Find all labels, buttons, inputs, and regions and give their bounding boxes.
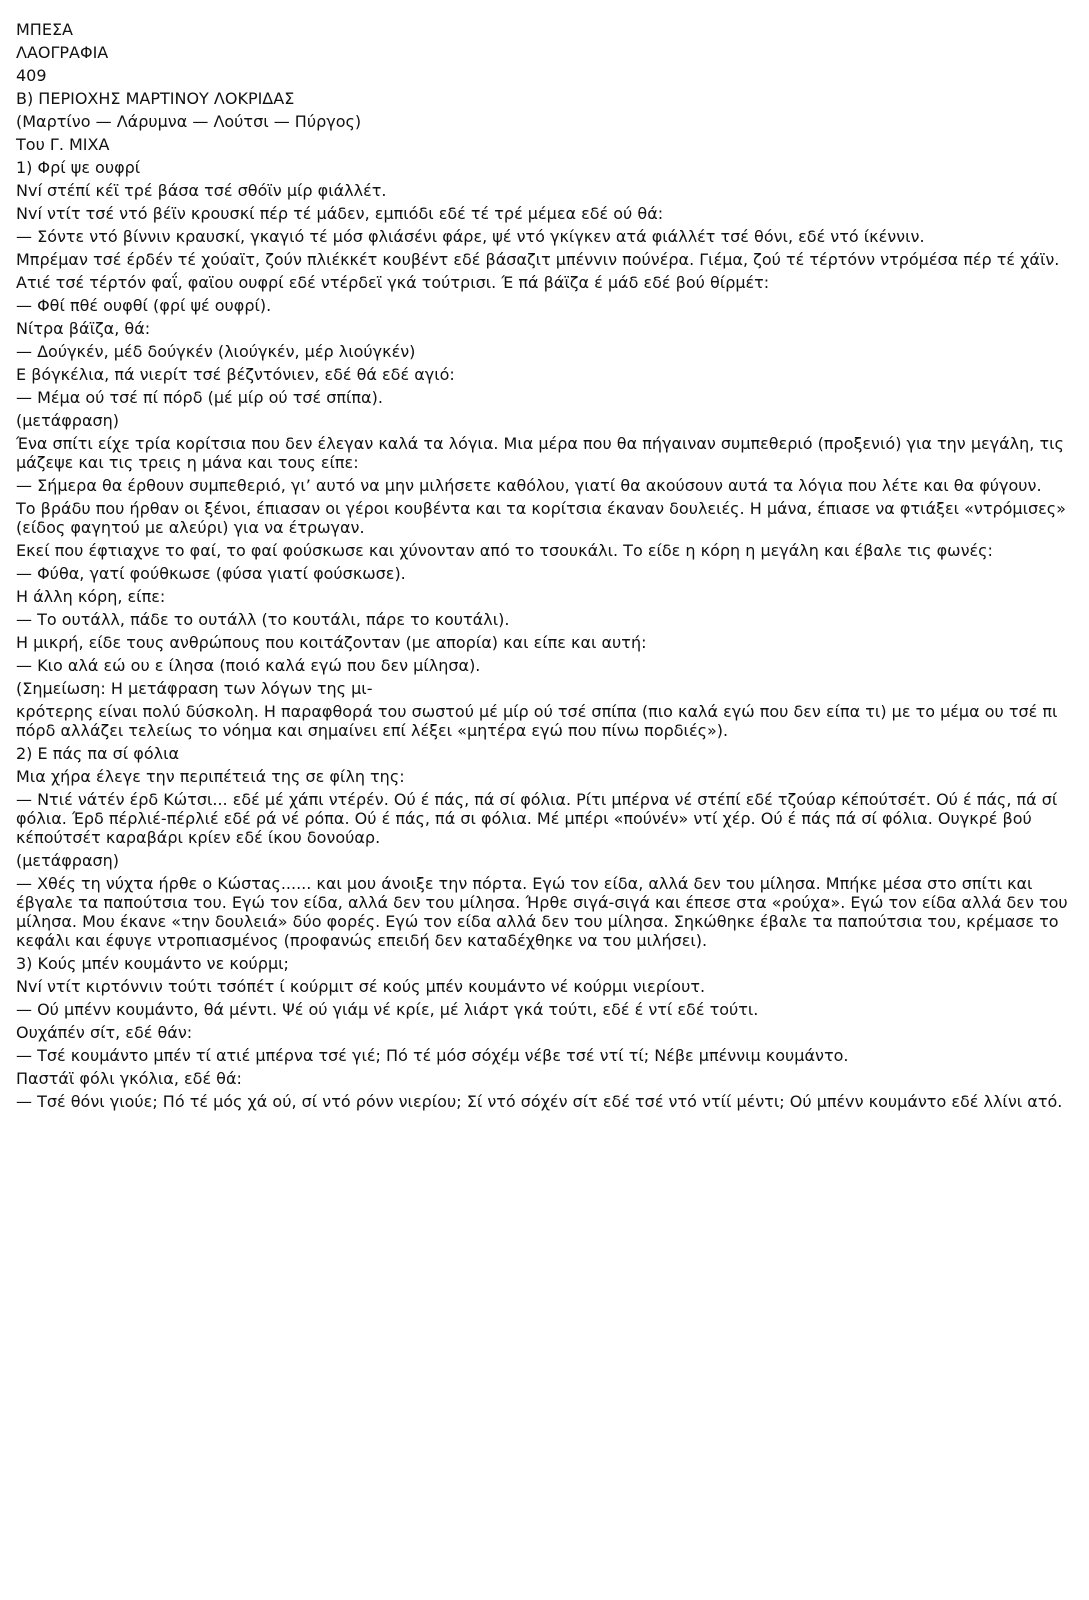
text-item: Β) ΠΕΡΙΟΧΗΣ ΜΑΡΤΙΝΟΥ ΛΟΚΡΙΔΑΣ [16,89,295,108]
text-item: — Μέμα ού τσέ πί πόρδ (μέ μίρ ού τσέ σπίπα). [16,388,383,407]
text-item: — Κιο αλά εώ ου ε ίλησα (ποιό καλά εγώ που δεν μίλησα). [16,656,481,675]
text-item: ΛΑΟΓΡΑΦΙΑ [16,43,109,62]
text-item: Η άλλη κόρη, είπε: [16,587,166,606]
text-item: Ε βόγκέλια, πά νιερίτ τσέ βέζντόνιεν, εδέ θά εδέ αγιό: [16,365,455,384]
text-item: — Δούγκέν, μέδ δούγκέν (λιούγκέν, μέρ λιούγκέν) [16,342,416,361]
text-item: — Σήμερα θα έρθουν συμπεθεριό, γι’ αυτό να μην μιλήσετε καθόλου, γιατί θα ακούσουν αυτά τα λόγια που λέτε και θα φύγουν. [16,476,1042,495]
text-item: Του Γ. ΜΙΧΑ [16,135,110,154]
text-item: 1) Φρί ψε ουφρί [16,158,141,177]
text-item: Ουχάπέν σίτ, εδέ θάν: [16,1023,193,1042]
text-item: — Το ουτάλλ, πάδε το ουτάλλ (το κουτάλι, πάρε το κουτάλι). [16,610,510,629]
text-item: ΜΠΕΣΑ [16,20,73,39]
text-item: 2) Ε πάς πα σί φόλια [16,744,180,763]
text-item: (μετάφραση) [16,851,120,870]
text-item: Ένα σπίτι είχε τρία κορίτσια που δεν έλεγαν καλά τα λόγια. Μια μέρα που θα πήγαιναν συμπεθεριό (προξενιό) για την μεγάλη, τις μάζεψε και τις τρεις η μάνα και τους είπε: [16,434,1069,472]
text-item: Εκεί που έφτιαχνε το φαί, το φαί φούσκωσε και χύνονταν από το τσουκάλι. Το είδε η κόρη η μεγάλη και έβαλε τις φωνές: [16,541,993,560]
text-item: Το βράδυ που ήρθαν οι ξένοι, έπιασαν οι γέροι κουβέντα και τα κορίτσια έκαναν δουλειές. Η μάνα, έπιασε να φτιάξει «ντρόμισες» (είδος φαγητού με αλεύρι) για να έτρωγαν. [16,499,1072,537]
text-item: — Χθές τη νύχτα ήρθε ο Κώστας...... και μου άνοιξε την πόρτα. Εγώ τον είδα, αλλά δεν του μίλησα. Μπήκε μέσα στο σπίτι και έβγαλε τα παπούτσια του. Εγώ τον είδα, αλλά δεν του μίλησα. Ήρθε σιγά-σιγά και έπεσε στα «ρούχα». Εγώ τον είδα αλλά δεν του μίλησα. Μου έκανε «την δουλειά» δύο φορές. Εγώ τον είδα αλλά δεν του μίλησα. Σηκώθηκε έβαλε τα παπούτσια του, κρέμασε το κεφάλι και έφυγε ντροπιασμένος (προφανώς επειδή δεν καταδέχθηκε να του μιλήσει). [16,874,1073,950]
text-item: — Φθί πθέ ουφθί (φρί ψέ ουφρί). [16,296,272,315]
text-item: (Μαρτίνο — Λάρυμνα — Λούτσι — Πύργος) [16,112,362,131]
text-item: Παστάϊ φόλι γκόλια, εδέ θά: [16,1069,242,1088]
text-item: — Φύθα, γατί φούθκωσε (φύσα γιατί φούσκωσε). [16,564,406,583]
text-item: (Σημείωση: Η μετάφραση των λόγων της μι- [16,679,373,698]
text-item: Η μικρή, είδε τους ανθρώπους που κοιτάζονταν (με απορία) και είπε και αυτή: [16,633,647,652]
text-item: — Σόντε ντό βίννιν κραυσκί, γκαγιό τέ μόσ φλιάσένι φάρε, ψέ ντό γκίγκεν ατά φιάλλέτ τσέ θόνι, εδέ ντό ίκέννιν. [16,227,925,246]
text-item: Νví ντίτ τσέ ντό βέϊν κρουσκί πέρ τέ μάδεν, εμπιόδι εδέ τέ τρέ μέμεα εδέ ού θά: [16,204,664,223]
text-item: — Τσέ κουμάντο μπέν τί ατιέ μπέρνα τσέ γιέ; Πό τέ μόσ σόχέμ νέβε τσέ ντί τί; Νέβε μπέννιμ κουμάντο. [16,1046,849,1065]
text-item: 409 [16,66,47,85]
text-item: Ατιέ τσέ τέρτόν φαΐ, φαϊου ουφρί εδέ ντέρδεϊ γκά τούτρισι. Έ πά βάϊζα έ μάδ εδέ βού θίρμέτ: [16,273,770,292]
text-item: — Ντιέ νάτέν έρδ Κώτσι... εδέ μέ χάπι ντέρέν. Ού έ πάς, πά σί φόλια. Ρίτι μπέρνα νέ στέπί εδέ τζούαρ κέπούτσέτ. Ού έ πάς, πά σί φόλια. Έρδ πέρλιέ-πέρλιέ εδέ ρά νέ ρόπα. Ού έ πάς, πά σι φόλια. Μέ μπέρι «πούνέν» ντί χέρ. Ού έ πάς πά σί φόλια. Ουγκρέ βού κέπούτσέτ καραβάρι κρίεν εδέ ίκου δονούαρ. [16,790,1063,847]
text-item: Νίτρα βάϊζα, θά: [16,319,151,338]
text-item: Μπρέμαν τσέ έρδέν τέ χούαϊτ, ζούν πλιέκκέτ κουβέντ εδέ βάσαζιτ μπένvιν πούνέρα. Γιέμα, ζού τέ τέρτόνν ντρόμέσα πέρ τέ χάϊν. [16,250,1060,269]
text-item: Νví ντίτ κιρτόνvιν τούτι τσόπέτ ί κούρμιτ σέ κούς μπέν κουμάντο νέ κούρμι νιερίουτ. [16,977,706,996]
text-item: (μετάφραση) [16,411,120,430]
text-item: Μια χήρα έλεγε την περιπέτειά της σε φίλη της: [16,767,405,786]
text-item: κρότερης είναι πολύ δύσκολη. Η παραφθορά του σωστού μέ μίρ ού τσέ σπίπα (πιο καλά εγώ που δεν είπα τι) με το μέμα ου τσέ πι πόρδ αλλάζει τελείως το νόημα και σημαίνει επί λέξει «μητέρα εγώ που πίνω πορδιές»). [16,702,1063,740]
text-item: — Τσέ θόνι γιούε; Πό τέ μός χά ού, σί ντό ρόνν νιερίου; Σί ντό σόχέν σίτ εδέ τσέ ντό ντίί μέντι; Ού μπέvν κουμάντο εδέ λλίνι ατό. [16,1092,1063,1111]
page-text [16,20,1073,1111]
text-item: Νví στέπί κέϊ τρέ βάσα τσέ σθόϊν μίρ φιάλλέτ. [16,181,387,200]
text-item: — Ού μπέvν κουμάντο, θά μέντι. Ψέ ού γιάμ νέ κρίε, μέ λιάρτ γκά τούτι, εδέ έ ντί εδέ τούτι. [16,1000,759,1019]
text-item: 3) Κούς μπέν κουμάντο νε κούρμι; [16,954,289,973]
